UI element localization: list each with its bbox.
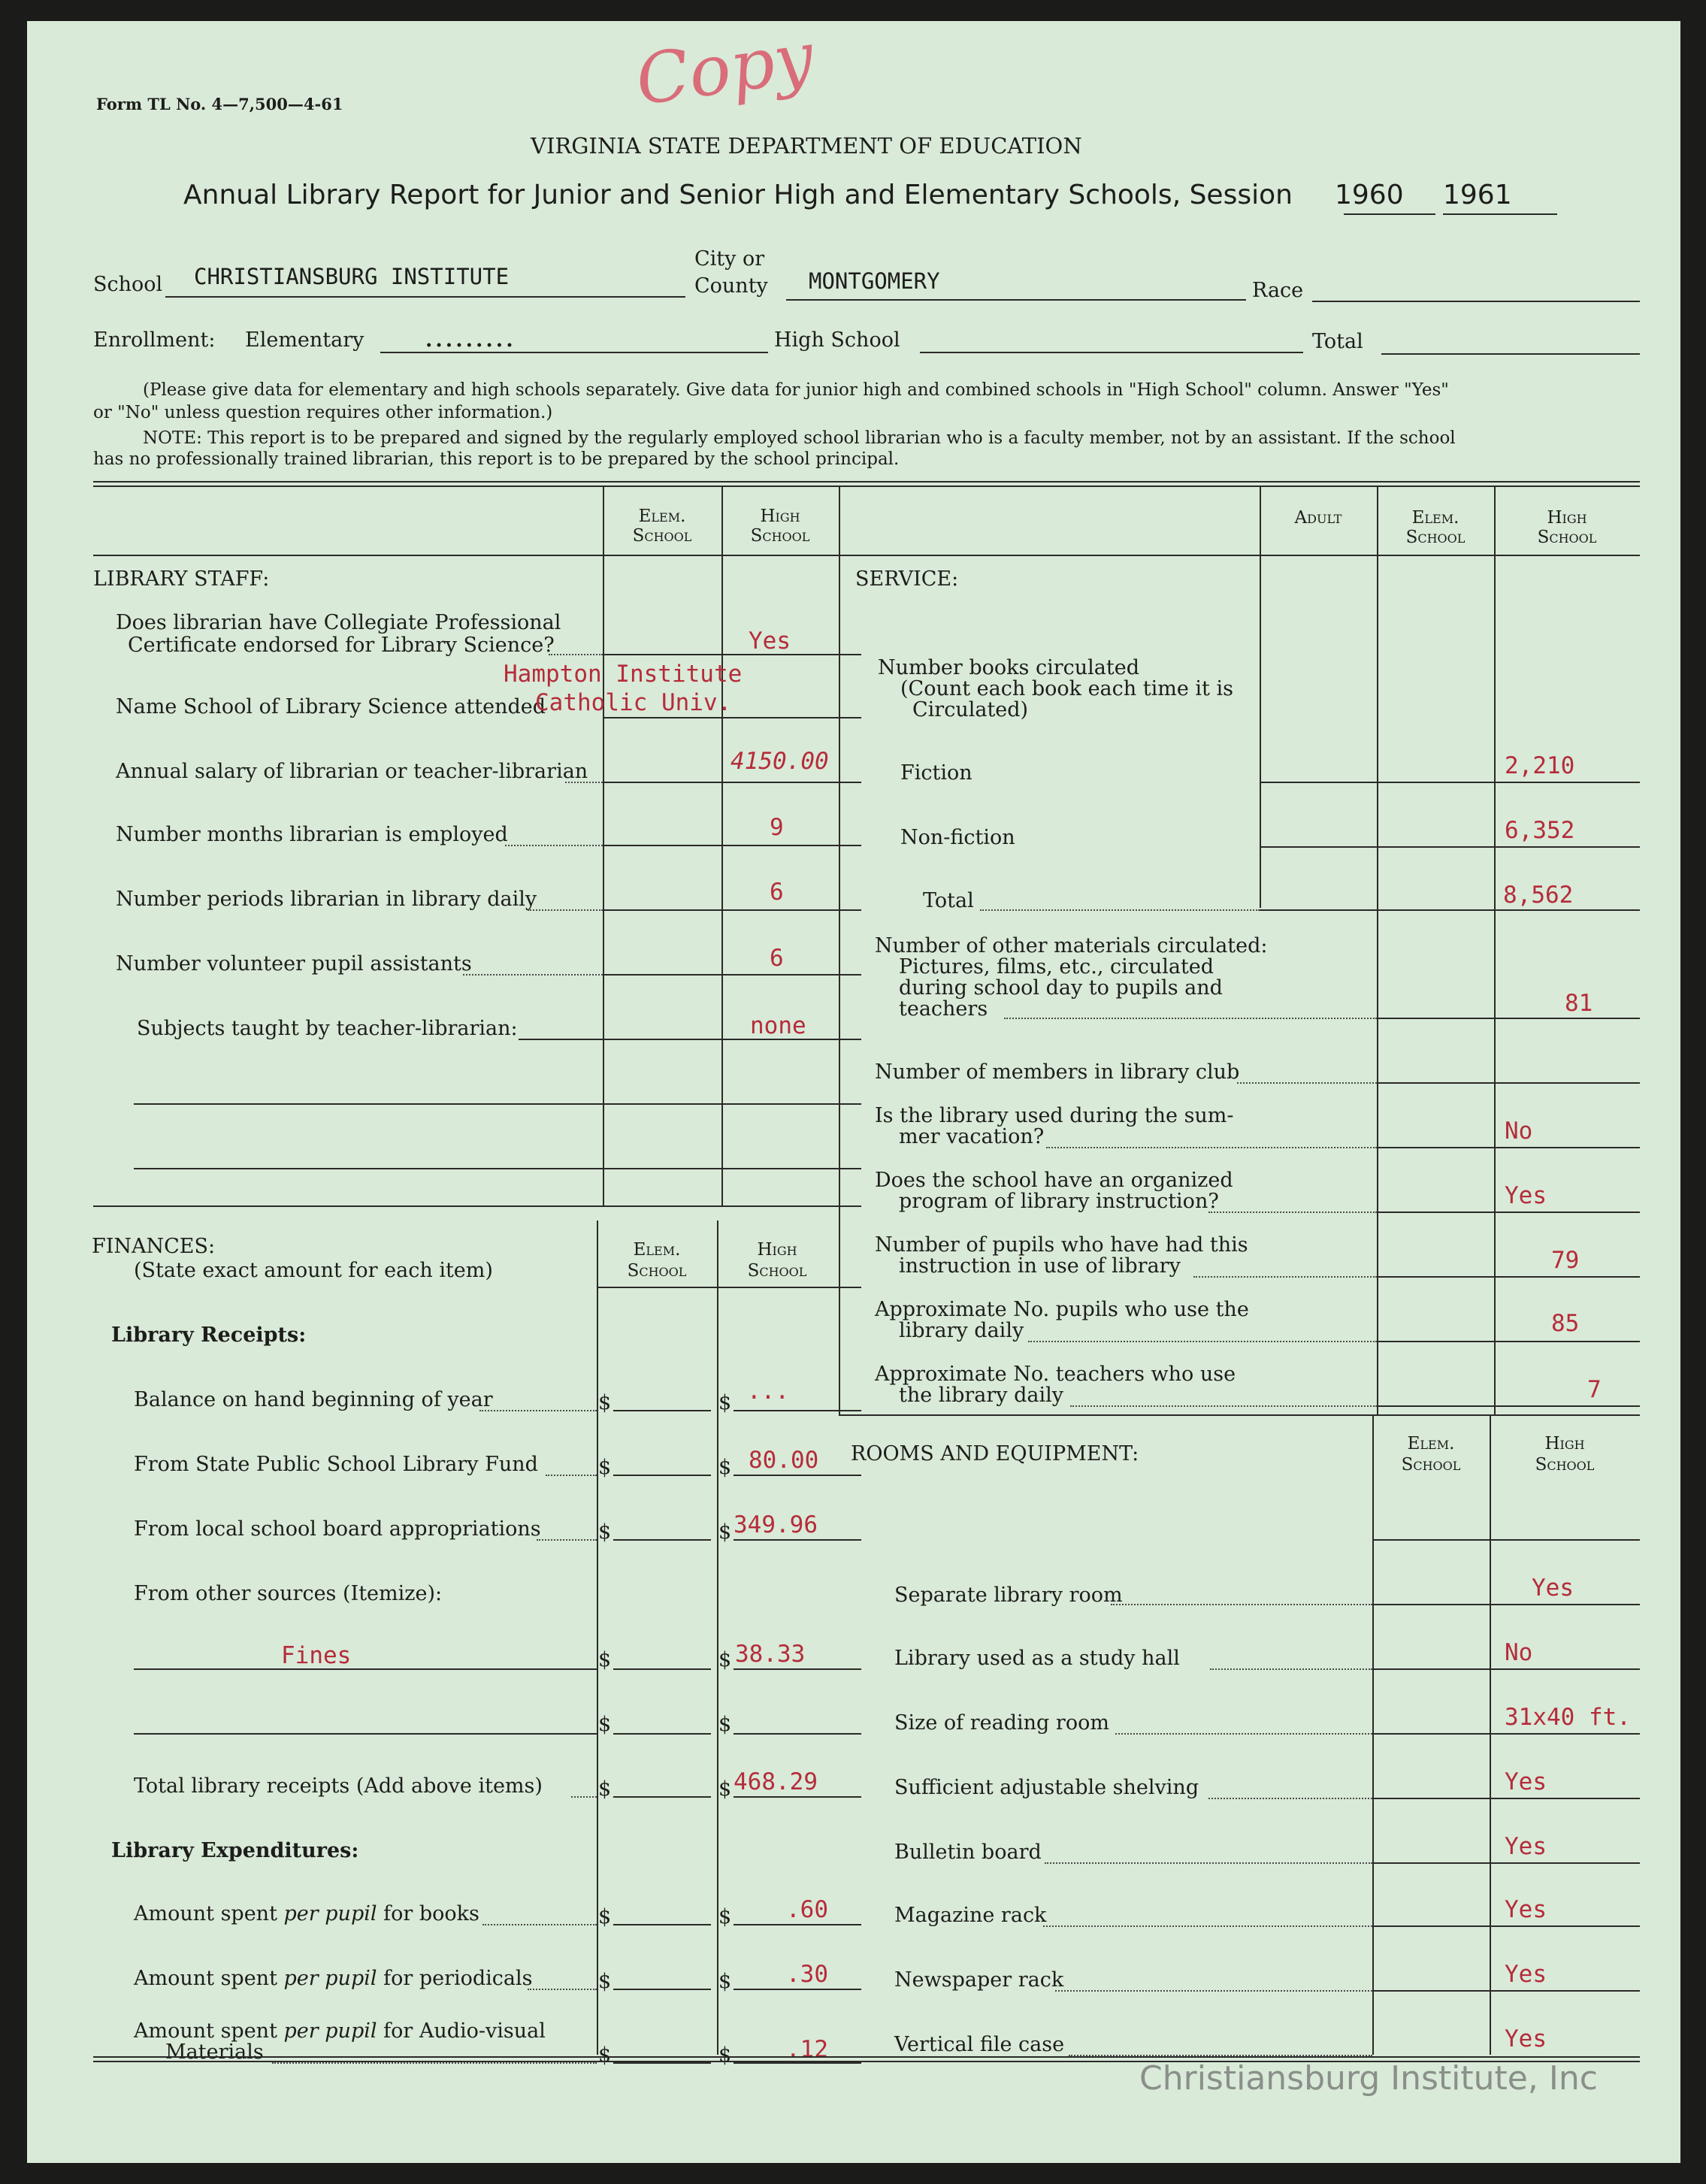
service-fiction-value: 2,210	[1505, 752, 1575, 779]
form-number: Form TL No. 4—7,500—4-61	[96, 95, 343, 113]
elementary-label: Elementary	[245, 328, 364, 352]
fin-av-per-pupil: per pupil	[283, 2019, 377, 2043]
note-line1: NOTE: This report is to be prepared and signed by the regularly employed school librarian who is a faculty member, not by an assistant. If the school	[143, 428, 1456, 448]
fin-fines-elem-dollar: $	[598, 1648, 612, 1671]
fin-col-elem-2: School	[627, 1261, 687, 1281]
fin-local-elem-dollar: $	[598, 1520, 612, 1544]
county-label: County	[694, 274, 768, 298]
fin-total-high-dollar: $	[718, 1777, 732, 1801]
rooms-col-elem-1: Elem.	[1407, 1434, 1455, 1453]
fin-books-value: .60	[786, 1896, 828, 1923]
rooms-shelving-value: Yes	[1505, 1768, 1547, 1795]
fin-total-label: Total library receipts (Add above items)	[134, 1774, 543, 1798]
fin-balance-value: ...	[747, 1378, 789, 1405]
rooms-heading: ROOMS AND EQUIPMENT:	[851, 1442, 1139, 1466]
service-other-value: 81	[1565, 990, 1593, 1017]
fin-blank-high-dollar: $	[718, 1713, 732, 1736]
school-label: School	[93, 273, 163, 296]
note-line2: has no professionally trained librarian, this report is to be prepared by the school principal.	[93, 449, 900, 469]
service-other-1: Number of other materials circulated:	[875, 934, 1268, 957]
fin-av-label-2: Materials	[165, 2040, 264, 2064]
service-nonfiction-value: 6,352	[1505, 817, 1575, 844]
service-summer-value: No	[1505, 1118, 1533, 1145]
rooms-vertical-value: Yes	[1505, 2025, 1547, 2052]
fin-col-high-2: School	[747, 1261, 807, 1281]
report-title: Annual Library Report for Junior and Senior High and Elementary Schools, Session	[183, 180, 1293, 210]
rooms-col-elem-2: School	[1401, 1455, 1461, 1475]
fin-fines-label: Fines	[281, 1642, 352, 1669]
staff-school-answer-2: Catholic Univ.	[535, 689, 732, 716]
fin-fines-value: 38.33	[735, 1641, 806, 1668]
rooms-newspaper-label: Newspaper rack	[894, 1968, 1064, 1992]
col-elem-2: School	[632, 526, 692, 546]
service-pupils-daily-2: library daily	[899, 1319, 1024, 1342]
fin-state-label: From State Public School Library Fund	[134, 1453, 538, 1476]
service-heading: SERVICE:	[855, 567, 959, 591]
service-circ-2: (Count each book each time it is	[900, 677, 1233, 700]
service-other-3: during school day to pupils and	[899, 976, 1223, 1000]
fin-local-value: 349.96	[734, 1511, 818, 1538]
city-label: City or	[694, 247, 765, 271]
copy-handwritten-mark: Copy	[631, 17, 818, 121]
receipts-heading: Library Receipts:	[111, 1323, 307, 1347]
staff-subjects-q: Subjects taught by teacher-librarian:	[137, 1017, 518, 1040]
fin-total-elem-dollar: $	[598, 1777, 612, 1801]
col-high-1: High	[760, 507, 800, 526]
instructions-line2: or "No" unless question requires other information.)	[93, 403, 553, 422]
fin-balance-elem-dollar: $	[598, 1391, 612, 1414]
fin-total-value: 468.29	[734, 1768, 818, 1795]
fin-periodicals-high-dollar: $	[718, 1970, 732, 1993]
rooms-bulletin-label: Bulletin board	[894, 1841, 1042, 1864]
fin-periodicals-b: for periodicals	[377, 1967, 533, 1990]
service-pupils-daily-value: 85	[1551, 1310, 1580, 1337]
rooms-vertical-label: Vertical file case	[894, 2033, 1065, 2056]
fin-av-label	[134, 2020, 546, 2043]
staff-school-q: Name School of Library Science attended	[116, 695, 546, 718]
staff-subjects-answer: none	[750, 1012, 806, 1039]
enrollment-label: Enrollment:	[93, 328, 216, 352]
staff-periods-q: Number periods librarian in library daily	[116, 888, 537, 911]
rooms-col-high-1: High	[1544, 1434, 1585, 1453]
fin-books-elem-dollar: $	[598, 1905, 612, 1928]
race-label: Race	[1252, 279, 1304, 302]
fin-state-value: 80.00	[749, 1447, 819, 1474]
staff-cert-answer: Yes	[749, 628, 791, 655]
staff-months-q: Number months librarian is employed	[116, 823, 508, 846]
rooms-bulletin-value: Yes	[1505, 1833, 1547, 1860]
school-name: CHRISTIANSBURG INSTITUTE	[194, 264, 510, 289]
session-start: 1960	[1335, 180, 1404, 210]
fin-state-high-dollar: $	[718, 1456, 732, 1479]
fin-local-label: From local school board appropriations	[134, 1517, 541, 1541]
service-other-2: Pictures, films, etc., circulated	[899, 955, 1214, 979]
col-elem-1: Elem.	[638, 507, 686, 526]
fin-other-label: From other sources (Itemize):	[134, 1582, 443, 1605]
service-other-4: teachers	[899, 997, 988, 1021]
service-club-label: Number of members in library club	[875, 1060, 1240, 1084]
fin-av-value: .12	[786, 2036, 828, 2063]
fin-periodicals-elem-dollar: $	[598, 1970, 612, 1993]
fin-av-high-dollar: $	[718, 2043, 732, 2067]
service-instr-1: Number of pupils who have had this	[875, 1233, 1248, 1257]
rooms-size-value: 31x40 ft.	[1505, 1704, 1631, 1731]
department-title: VIRGINIA STATE DEPARTMENT OF EDUCATION	[531, 133, 1082, 159]
rooms-study-label: Library used as a study hall	[894, 1647, 1180, 1670]
staff-volunteers-q: Number volunteer pupil assistants	[116, 952, 472, 976]
service-program-2: program of library instruction?	[899, 1190, 1219, 1213]
finances-heading: FINANCES:	[92, 1235, 216, 1258]
fin-periodicals-a: Amount spent	[134, 1967, 284, 1990]
fin-state-elem-dollar: $	[598, 1456, 612, 1479]
rooms-newspaper-value: Yes	[1505, 1961, 1547, 1988]
rooms-magazine-label: Magazine rack	[894, 1904, 1047, 1927]
fin-periodicals-per-pupil: per pupil	[283, 1967, 377, 1990]
service-total-label: Total	[923, 889, 974, 912]
service-program-1: Does the school have an organized	[875, 1169, 1233, 1192]
elementary-value: .........	[425, 328, 516, 352]
fin-fines-high-dollar: $	[718, 1648, 732, 1671]
rooms-separate-value: Yes	[1532, 1574, 1574, 1602]
service-summer-2: mer vacation?	[899, 1125, 1045, 1148]
col-service-elem-2: School	[1405, 528, 1466, 547]
fin-blank-elem-dollar: $	[598, 1713, 612, 1736]
col-service-high-2: School	[1537, 528, 1597, 547]
county-value: MONTGOMERY	[809, 268, 940, 294]
service-circ-1: Number books circulated	[878, 656, 1139, 679]
rooms-col-high-2: School	[1535, 1455, 1595, 1475]
fin-books-high-dollar: $	[718, 1905, 732, 1928]
fin-periodicals-label	[134, 1968, 533, 1990]
fin-balance-label: Balance on hand beginning of year	[134, 1388, 493, 1411]
watermark: Christiansburg Institute, Inc	[1139, 2059, 1598, 2098]
service-fiction-label: Fiction	[900, 761, 972, 785]
service-pupils-daily-1: Approximate No. pupils who use the	[875, 1298, 1249, 1321]
staff-periods-answer: 6	[770, 879, 784, 906]
fin-books-b: for books	[377, 1902, 479, 1925]
total-label: Total	[1312, 330, 1363, 353]
fin-av-a: Amount spent	[134, 2019, 284, 2043]
high-school-label: High School	[774, 328, 900, 352]
service-summer-1: Is the library used during the sum-	[875, 1104, 1234, 1127]
rooms-shelving-label: Sufficient adjustable shelving	[894, 1776, 1199, 1799]
staff-salary-q: Annual salary of librarian or teacher-librarian	[116, 760, 588, 783]
service-program-value: Yes	[1505, 1182, 1547, 1209]
rooms-study-value: No	[1505, 1639, 1533, 1666]
service-nonfiction-label: Non-fiction	[900, 826, 1015, 849]
rooms-magazine-value: Yes	[1505, 1896, 1547, 1923]
col-service-high-1: High	[1547, 508, 1587, 528]
fin-av-elem-dollar: $	[598, 2043, 612, 2067]
fin-balance-high-dollar: $	[718, 1391, 732, 1414]
staff-months-answer: 9	[770, 814, 784, 841]
fin-books-per-pupil: per pupil	[283, 1902, 377, 1925]
finances-sub: (State exact amount for each item)	[134, 1259, 493, 1282]
rooms-size-label: Size of reading room	[894, 1711, 1109, 1735]
service-instr-2: instruction in use of library	[899, 1254, 1181, 1278]
service-total-value: 8,562	[1503, 882, 1574, 909]
rooms-separate-label: Separate library room	[894, 1584, 1123, 1607]
fin-av-b: for Audio-visual	[377, 2019, 546, 2043]
expenditures-heading: Library Expenditures:	[111, 1839, 359, 1862]
fin-col-elem-1: Elem.	[633, 1240, 681, 1260]
service-instr-value: 79	[1551, 1247, 1580, 1274]
instructions-line1: (Please give data for elementary and high schools separately. Give data for junior high and combined schools in "High School" column. Answer "Yes"	[143, 380, 1449, 400]
fin-books-label	[134, 1903, 479, 1925]
staff-salary-answer: 4150.00	[730, 748, 829, 775]
service-teachers-1: Approximate No. teachers who use	[875, 1363, 1236, 1386]
col-adult: Adult	[1294, 508, 1342, 528]
fin-books-a: Amount spent	[134, 1902, 284, 1925]
staff-school-answer-1: Hampton Institute	[504, 661, 743, 688]
staff-volunteers-answer: 6	[770, 945, 784, 972]
service-teachers-value: 7	[1587, 1376, 1602, 1403]
staff-cert-q2: Certificate endorsed for Library Science?	[128, 634, 555, 657]
session-end: 1961	[1443, 180, 1512, 210]
service-teachers-2: the library daily	[899, 1384, 1064, 1407]
fin-periodicals-value: .30	[786, 1961, 828, 1988]
fin-col-high-1: High	[757, 1240, 797, 1260]
staff-cert-q1: Does librarian have Collegiate Professional	[116, 611, 561, 634]
staff-heading: LIBRARY STAFF:	[93, 567, 270, 591]
report-form-page	[27, 17, 1680, 2163]
col-service-elem-1: Elem.	[1411, 508, 1459, 528]
fin-local-high-dollar: $	[718, 1520, 732, 1544]
service-circ-3: Circulated)	[912, 698, 1029, 721]
col-high-2: School	[750, 526, 810, 546]
